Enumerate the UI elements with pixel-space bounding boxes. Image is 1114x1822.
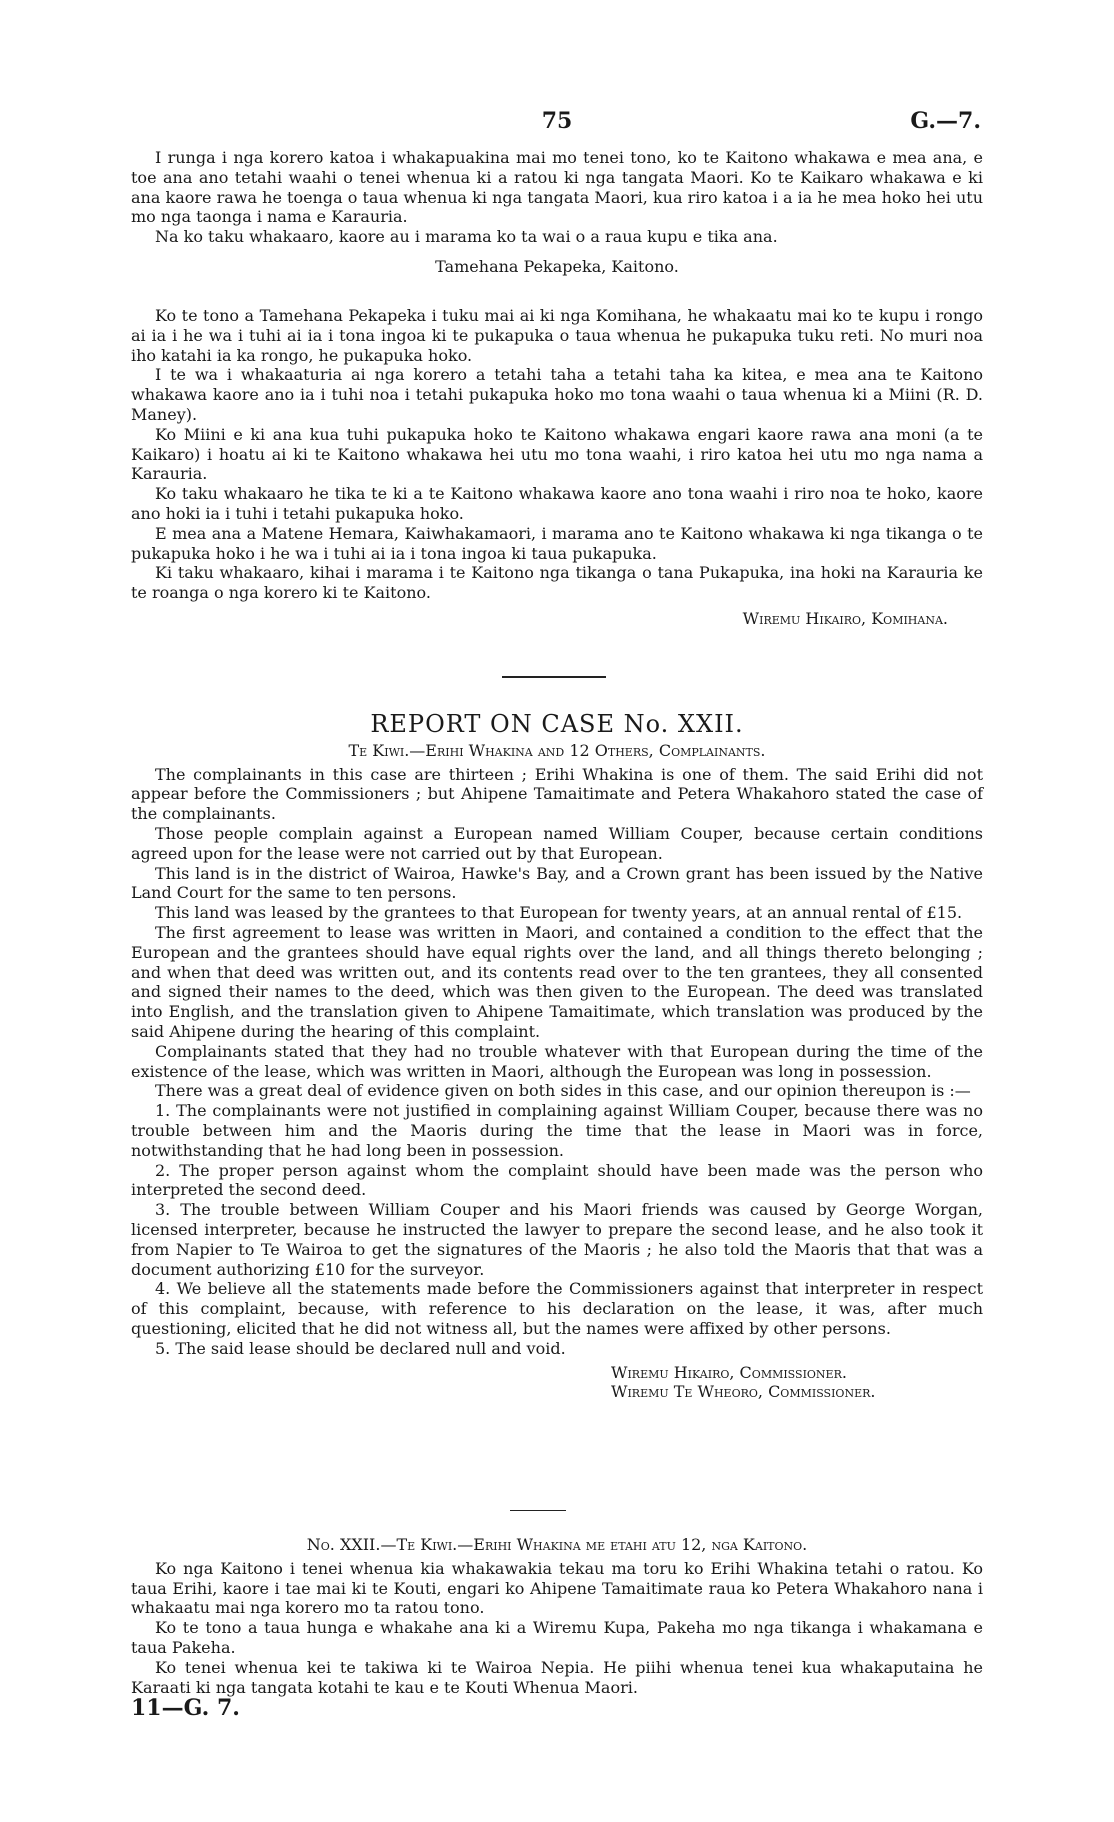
paragraph: This land is in the district of Wairoa, Hawke's Bay, and a Crown grant has been issued by the Native Land Court for the same to ten persons.	[131, 863, 983, 903]
section-2	[131, 306, 983, 629]
commissioner-signature: Wiremu Hikairo, Commissioner.	[611, 1362, 847, 1382]
paragraph: The complainants in this case are thirteen ; Erihi Whakina is one of them. The said Erihi did not appear before the Commissioners ; but Ahipene Tamaitimate and Petera Whakahoro stated the case of the complainants.	[131, 764, 983, 824]
paragraph: Ko te tono a taua hunga e whakahe ana ki a Wiremu Kupa, Pakeha mo nga tikanga i whakamana e taua Pakeha.	[131, 1618, 983, 1657]
report-section	[131, 710, 983, 1402]
paragraph: E mea ana a Matene Hemara, Kaiwhakamaori, i marama ano te Kaitono whakawa ki nga tikanga o te pukapuka hoko i he wa i tuhi ai ia i tona ingoa ki taua pukapuka.	[131, 523, 983, 563]
signature: Wiremu Hikairo, Komihana.	[742, 608, 948, 628]
paragraph: I runga i nga korero katoa i whakapuakina mai mo tenei tono, ko te Kaitono whakawa e mea ana, e toe ana ano tetahi waahi o tenei whenua ki a ratou ki nga tangata Maori. Ko te Kaikaro whakawa e ki ana kaore rawa he toenga o taua whenua ki nga tangata Maori, kua riro katoa i a ia he mea hoko hei utu mo nga taonga i nama e Karauria.	[131, 148, 983, 227]
section-heading: No. XXII.—Te Kiwi.—Erihi Whakina me etahi atu 12, nga Kaitono.	[306, 1535, 808, 1554]
paragraph: I te wa i whakaaturia ai nga korero a tetahi taha a tetahi taha ka kitea, e mea ana te Kaitono whakawa kaore ano ia i tuhi noa i tetahi pukapuka hoko mo tona waahi o taua whenua ki a Miini (R. D. Maney).	[131, 365, 983, 424]
numbered-finding: 1. The complainants were not justified in complaining against William Couper, because there was no trouble between him and the Maoris during the time that the lease in Maori was in force, notwithstanding that he had long been in possession.	[131, 1101, 983, 1160]
paragraph: Complainants stated that they had no trouble whatever with that European during the time of the existence of the lease, which was written in Maori, although the European was long in possession.	[131, 1041, 983, 1081]
paper-reference: G.—7.	[910, 108, 981, 134]
report-title: REPORT ON CASE No. XXII.	[370, 710, 744, 738]
paragraph: Na ko taku whakaaro, kaore au i marama ko ta wai o a raua kupu e tika ana.	[155, 227, 778, 247]
divider	[510, 1510, 566, 1511]
signature-mark: 11—G. 7.	[131, 1695, 240, 1722]
numbered-finding: 2. The proper person against whom the complaint should have been made was the person who interpreted the second deed.	[131, 1160, 983, 1200]
commissioner-signature: Wiremu Te Wheoro, Commissioner.	[611, 1382, 876, 1402]
paragraph: The first agreement to lease was written in Maori, and contained a condition to the effect that the European and the grantees should have equal rights over the land, and all things thereto belonging ; and when that deed was written out, and its contents read over to the ten grantees, they all consented and signed their names to the deed, which was then given to the European. The deed was translated into English, and the translation given to Ahipene Tamaitimate, which translation was produced by the said Ahipene during the hearing of this complaint.	[131, 922, 983, 1041]
signature: Tamehana Pekapeka, Kaitono.	[435, 256, 679, 276]
paragraph: Those people complain against a European named William Couper, because certain conditions agreed upon for the lease were not carried out by that European.	[131, 823, 983, 863]
paragraph: Ko nga Kaitono i tenei whenua kia whakawakia tekau ma toru ko Erihi Whakina tetahi o ratou. Ko taua Erihi, kaore i tae mai ki te Kouti, engari ko Ahipene Tamaitimate raua ko Petera Whakahoro nana i whakaatu mai nga korero mo ta ratou tono.	[131, 1558, 983, 1618]
numbered-finding: 3. The trouble between William Couper and his Maori friends was caused by George Worgan, licensed interpreter, because he instructed the lawyer to prepare the second lease, and he also took it from Napier to Te Wairoa to get the signatures of the Maoris ; he also told the Maoris that that was a document authorizing £10 for the surveyor.	[131, 1200, 983, 1279]
paragraph: There was a great deal of evidence given on both sides in this case, and our opinion thereupon is :—	[155, 1081, 971, 1101]
report-subtitle: Te Kiwi.—Erihi Whakina and 12 Others, Complainants.	[348, 740, 766, 760]
page-number: 75	[541, 108, 573, 134]
numbered-finding: 5. The said lease should be declared null and void.	[155, 1338, 566, 1358]
paragraph: Ko tenei whenua kei te takiwa ki te Wairoa Nepia. He piihi whenua tenei kua whakaputaina he Karaati ki nga tangata kotahi te kau e te Kouti Whenua Maori.	[131, 1657, 983, 1697]
paragraph: Ko taku whakaaro he tika te ki a te Kaitono whakawa kaore ano tona waahi i riro noa te hoko, kaore ano hoki ia i tuhi i tetahi pukapuka hoko.	[131, 484, 983, 523]
maori-section	[131, 1535, 983, 1722]
paragraph: Ki taku whakaaro, kihai i marama i te Kaitono nga tikanga o tana Pukapuka, ina hoki na Karauria ke te roanga o nga korero ki te Kaitono.	[131, 563, 983, 603]
paragraph: Ko te tono a Tamehana Pekapeka i tuku mai ai ki nga Komihana, he whakaatu mai ko te kupu i rongo ai ia i he wa i tuhi ai ia i tona ingoa ki te pukapuka o taua whenua he pukapuka tuku reti. No muri noa iho katahi ia ka rongo, he pukapuka hoko.	[131, 306, 983, 365]
divider	[502, 676, 606, 678]
numbered-finding: 4. We believe all the statements made before the Commissioners against that interpreter in respect of this complaint, because, with reference to his declaration on the lease, it was, after much questioning, elicited that he did not witness all, but the names were affixed by other persons.	[131, 1279, 983, 1338]
paragraph: Ko Miini e ki ana kua tuhi pukapuka hoko te Kaitono whakawa engari kaore rawa ana moni (a te Kaikaro) i hoatu ai ki te Kaitono whakawa hei utu mo tona waahi, i riro katoa hei utu mo nga nama a Karauria.	[131, 424, 983, 484]
section-1	[131, 148, 983, 277]
paragraph: This land was leased by the grantees to that European for twenty years, at an annual rental of £15.	[155, 903, 963, 923]
